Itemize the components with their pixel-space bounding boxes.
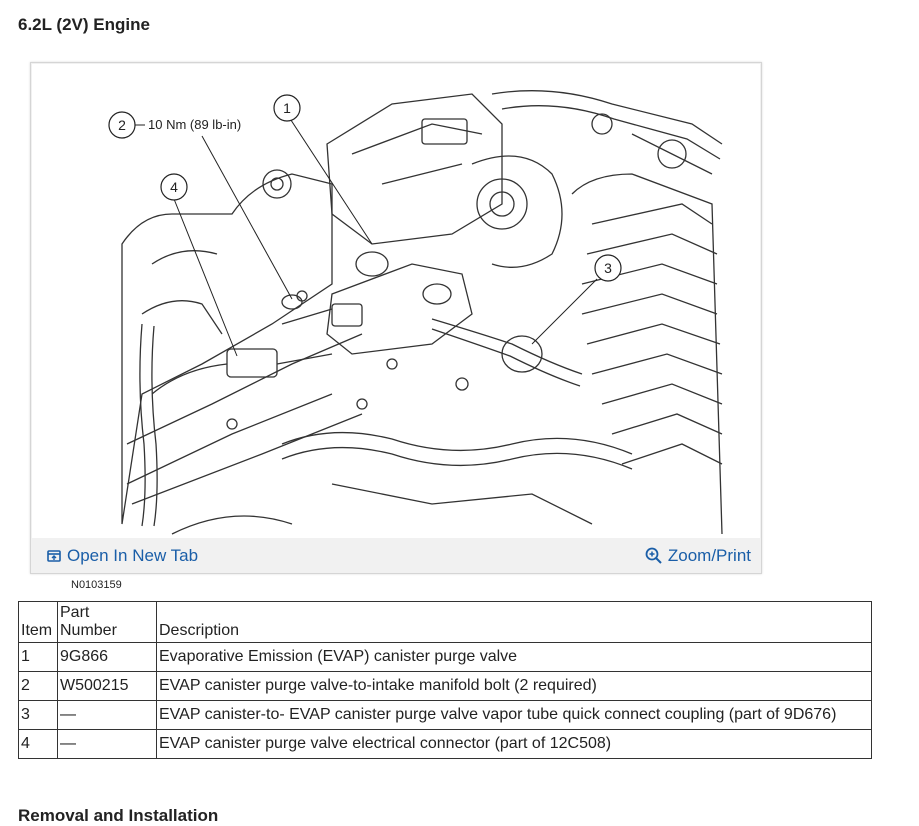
cell-description: EVAP canister-to- EVAP canister purge valve vapor tube quick connect coupling (part of 9D676) (157, 701, 872, 730)
zoom-print-link[interactable] (645, 546, 751, 566)
table-row (19, 730, 872, 759)
section-heading: 6.2L (2V) Engine (18, 15, 150, 34)
header-part-number-line2: Number (60, 622, 117, 639)
cell-item: 3 (19, 701, 58, 730)
cell-part-number: W500215 (58, 672, 157, 701)
cell-item: 4 (19, 730, 58, 759)
callout-3: 3 (604, 260, 612, 276)
figure-id: N0103159 (71, 579, 122, 591)
removal-installation-heading: Removal and Installation (18, 806, 219, 825)
engine-illustration (32, 64, 760, 538)
cell-part-number: — (58, 730, 157, 759)
figure-toolbar (31, 539, 761, 573)
zoom-print-label: Zoom/Print (667, 546, 751, 565)
cell-description: EVAP canister purge valve electrical connector (part of 12C508) (157, 730, 872, 759)
cell-item: 2 (19, 672, 58, 701)
cell-item: 1 (19, 643, 58, 672)
engine-figure (30, 62, 762, 591)
header-part-number (58, 602, 157, 643)
header-item: Item (19, 602, 58, 643)
zoom-in-icon (645, 547, 663, 565)
open-new-tab-icon (46, 548, 62, 564)
callout-4: 4 (170, 179, 178, 195)
parts-table (18, 601, 872, 759)
cell-description: Evaporative Emission (EVAP) canister purge valve (157, 643, 872, 672)
header-part-number-line1: Part (60, 604, 90, 621)
table-row (19, 701, 872, 730)
table-header-row (19, 602, 872, 643)
callout-2-torque-spec: 10 Nm (89 lb-in) (148, 117, 242, 132)
open-in-new-tab-label: Open In New Tab (67, 546, 199, 565)
open-in-new-tab-link[interactable] (46, 546, 198, 566)
table-row (19, 672, 872, 701)
callout-1: 1 (283, 100, 291, 116)
header-description: Description (157, 602, 872, 643)
cell-description: EVAP canister purge valve-to-intake manifold bolt (2 required) (157, 672, 872, 701)
table-row (19, 643, 872, 672)
cell-part-number: 9G866 (58, 643, 157, 672)
cell-part-number: — (58, 701, 157, 730)
callout-2: 2 (118, 117, 126, 133)
